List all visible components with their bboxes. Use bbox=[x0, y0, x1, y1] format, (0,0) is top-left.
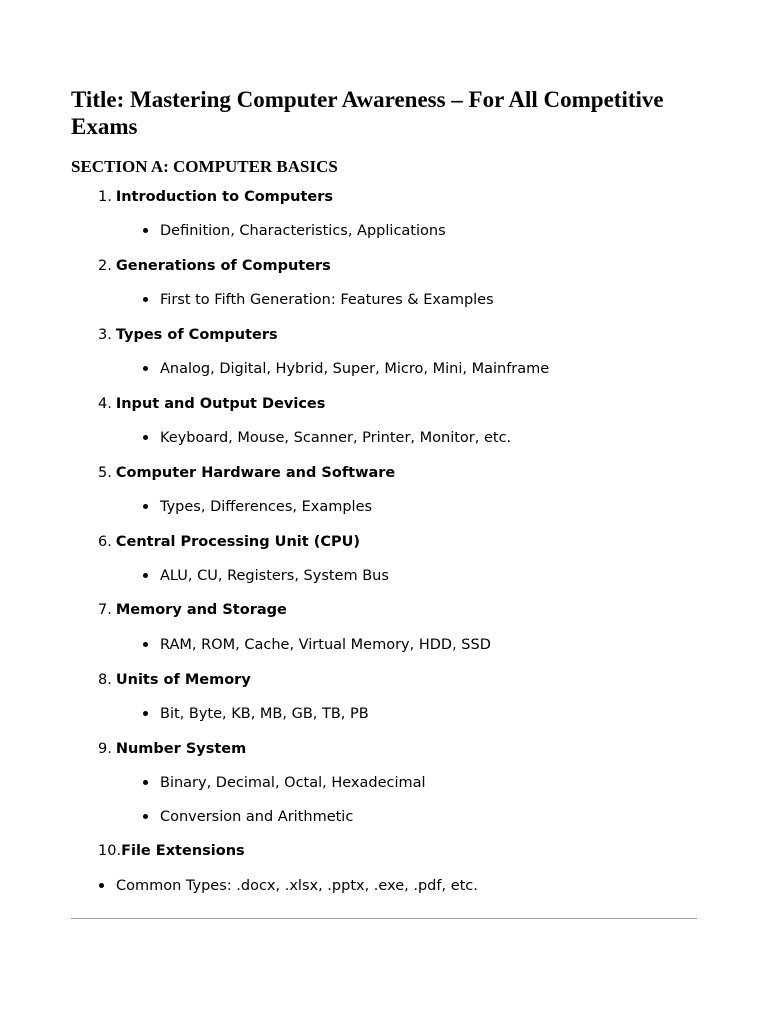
list-item-title: Input and Output Devices bbox=[115, 396, 326, 412]
list-item-heading bbox=[98, 670, 251, 690]
bullet-text: RAM, ROM, Cache, Virtual Memory, HDD, SSD bbox=[160, 637, 491, 653]
bullet-text: Types, Differences, Examples bbox=[160, 499, 373, 515]
bullet-text: Common Types: .docx, .xlsx, .pptx, .exe, .pdf, etc. bbox=[116, 878, 478, 894]
list-item-title: File Extensions bbox=[121, 843, 245, 859]
list-item-number: 9. bbox=[98, 741, 112, 757]
list-item-title: Memory and Storage bbox=[115, 602, 287, 618]
list-item-title: Introduction to Computers bbox=[115, 189, 334, 205]
bullet-icon bbox=[143, 642, 148, 647]
bullet-text: Binary, Decimal, Octal, Hexadecimal bbox=[160, 775, 426, 791]
section-heading: SECTION A: COMPUTER BASICS bbox=[71, 157, 338, 176]
list-item-heading bbox=[98, 394, 325, 414]
list-item-number: 2. bbox=[98, 258, 112, 274]
bullet-icon bbox=[143, 814, 148, 819]
list-item-number: 10. bbox=[98, 843, 122, 859]
list-item-number: 5. bbox=[98, 465, 112, 481]
list-item-heading bbox=[98, 187, 333, 207]
list-item-heading bbox=[98, 739, 246, 759]
list-item-heading bbox=[98, 463, 395, 483]
list-item-number: 4. bbox=[98, 396, 112, 412]
horizontal-divider bbox=[71, 918, 697, 919]
list-item-title: Number System bbox=[115, 741, 247, 757]
list-item-title: Computer Hardware and Software bbox=[115, 465, 396, 481]
list-item-heading bbox=[98, 600, 287, 620]
list-item-heading bbox=[98, 256, 331, 276]
bullet-text: Keyboard, Mouse, Scanner, Printer, Monitor, etc. bbox=[160, 430, 512, 446]
list-item-heading bbox=[98, 532, 360, 552]
list-item-number: 8. bbox=[98, 672, 112, 688]
bullet-icon bbox=[143, 366, 148, 371]
list-item-title: Central Processing Unit (CPU) bbox=[115, 534, 361, 550]
bullet-text: Definition, Characteristics, Applications bbox=[160, 223, 446, 239]
list-item-number: 6. bbox=[98, 534, 112, 550]
list-item-number: 1. bbox=[98, 189, 112, 205]
bullet-text: Bit, Byte, KB, MB, GB, TB, PB bbox=[160, 706, 369, 722]
bullet-icon bbox=[143, 435, 148, 440]
list-item-title: Units of Memory bbox=[115, 672, 251, 688]
bullet-text: First to Fifth Generation: Features & Examples bbox=[160, 292, 494, 308]
bullet-icon bbox=[143, 573, 148, 578]
bullet-text: Analog, Digital, Hybrid, Super, Micro, Mini, Mainframe bbox=[160, 361, 550, 377]
list-item-number: 3. bbox=[98, 327, 112, 343]
bullet-icon bbox=[143, 780, 148, 785]
bullet-text: Conversion and Arithmetic bbox=[160, 809, 354, 825]
bullet-icon bbox=[143, 228, 148, 233]
bullet-icon bbox=[143, 297, 148, 302]
list-item-heading bbox=[98, 841, 245, 861]
page-title: Title: Mastering Computer Awareness – For All Competitive Exams bbox=[71, 87, 664, 139]
bullet-icon bbox=[143, 504, 148, 509]
list-item-heading bbox=[98, 325, 278, 345]
list-item-number: 7. bbox=[98, 602, 112, 618]
bullet-icon bbox=[99, 883, 104, 888]
list-item-title: Types of Computers bbox=[115, 327, 278, 343]
list-item-title: Generations of Computers bbox=[115, 258, 331, 274]
bullet-icon bbox=[143, 711, 148, 716]
bullet-text: ALU, CU, Registers, System Bus bbox=[160, 568, 389, 584]
